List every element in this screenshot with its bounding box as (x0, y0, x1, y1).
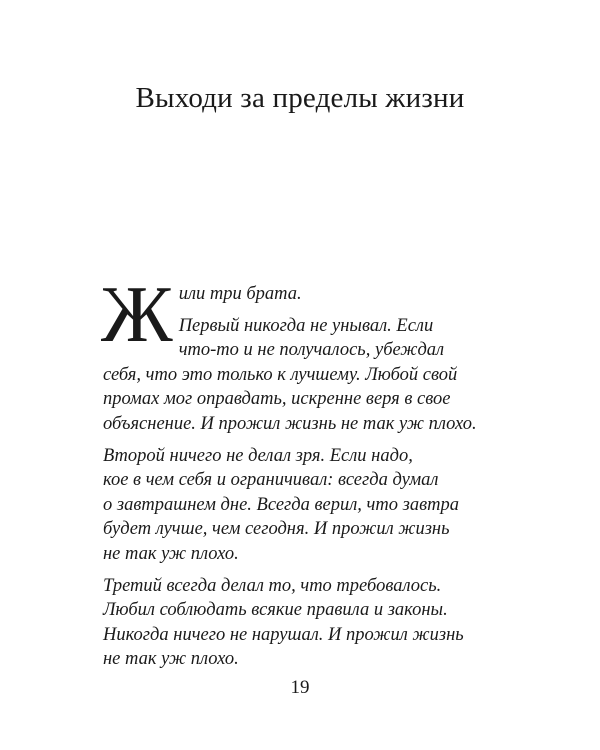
paragraph-4 (103, 574, 503, 672)
text-line: промах мог оправдать, искренне веря в свое (103, 389, 451, 410)
text-line: Любил соблюдать всякие правила и законы. (103, 600, 448, 621)
text-line: Никогда ничего не нарушал. И прожил жизнь (103, 624, 464, 645)
text-line: не так уж плохо. (103, 543, 239, 564)
drop-cap: Ж (101, 271, 173, 359)
text-line: что-то и не получалось, убеждал (178, 340, 445, 361)
page-number: 19 (290, 677, 310, 698)
chapter-title: Выходи за пределы жизни (135, 82, 465, 114)
text-line: о завтрашнем дне. Всегда верил, что завтра (103, 494, 459, 515)
text-line: Второй ничего не делал зря. Если надо, (103, 445, 413, 466)
text-line: или три брата. (178, 284, 302, 304)
text-line: не так уж плохо. (103, 649, 239, 670)
text-line: кое в чем себя и ограничивал: всегда думал (103, 470, 439, 491)
text-line: Первый никогда не унывал. Если (178, 315, 434, 336)
paragraph-3 (103, 444, 503, 567)
text-line: будет лучше, чем сегодня. И прожил жизнь (103, 519, 450, 540)
story-text (101, 271, 503, 672)
text-line: себя, что это только к лучшему. Любой свой (103, 364, 458, 385)
text-line: Третий всегда делал то, что требовалось. (103, 575, 442, 596)
text-line: объяснение. И прожил жизнь не так уж плохо. (103, 413, 477, 434)
